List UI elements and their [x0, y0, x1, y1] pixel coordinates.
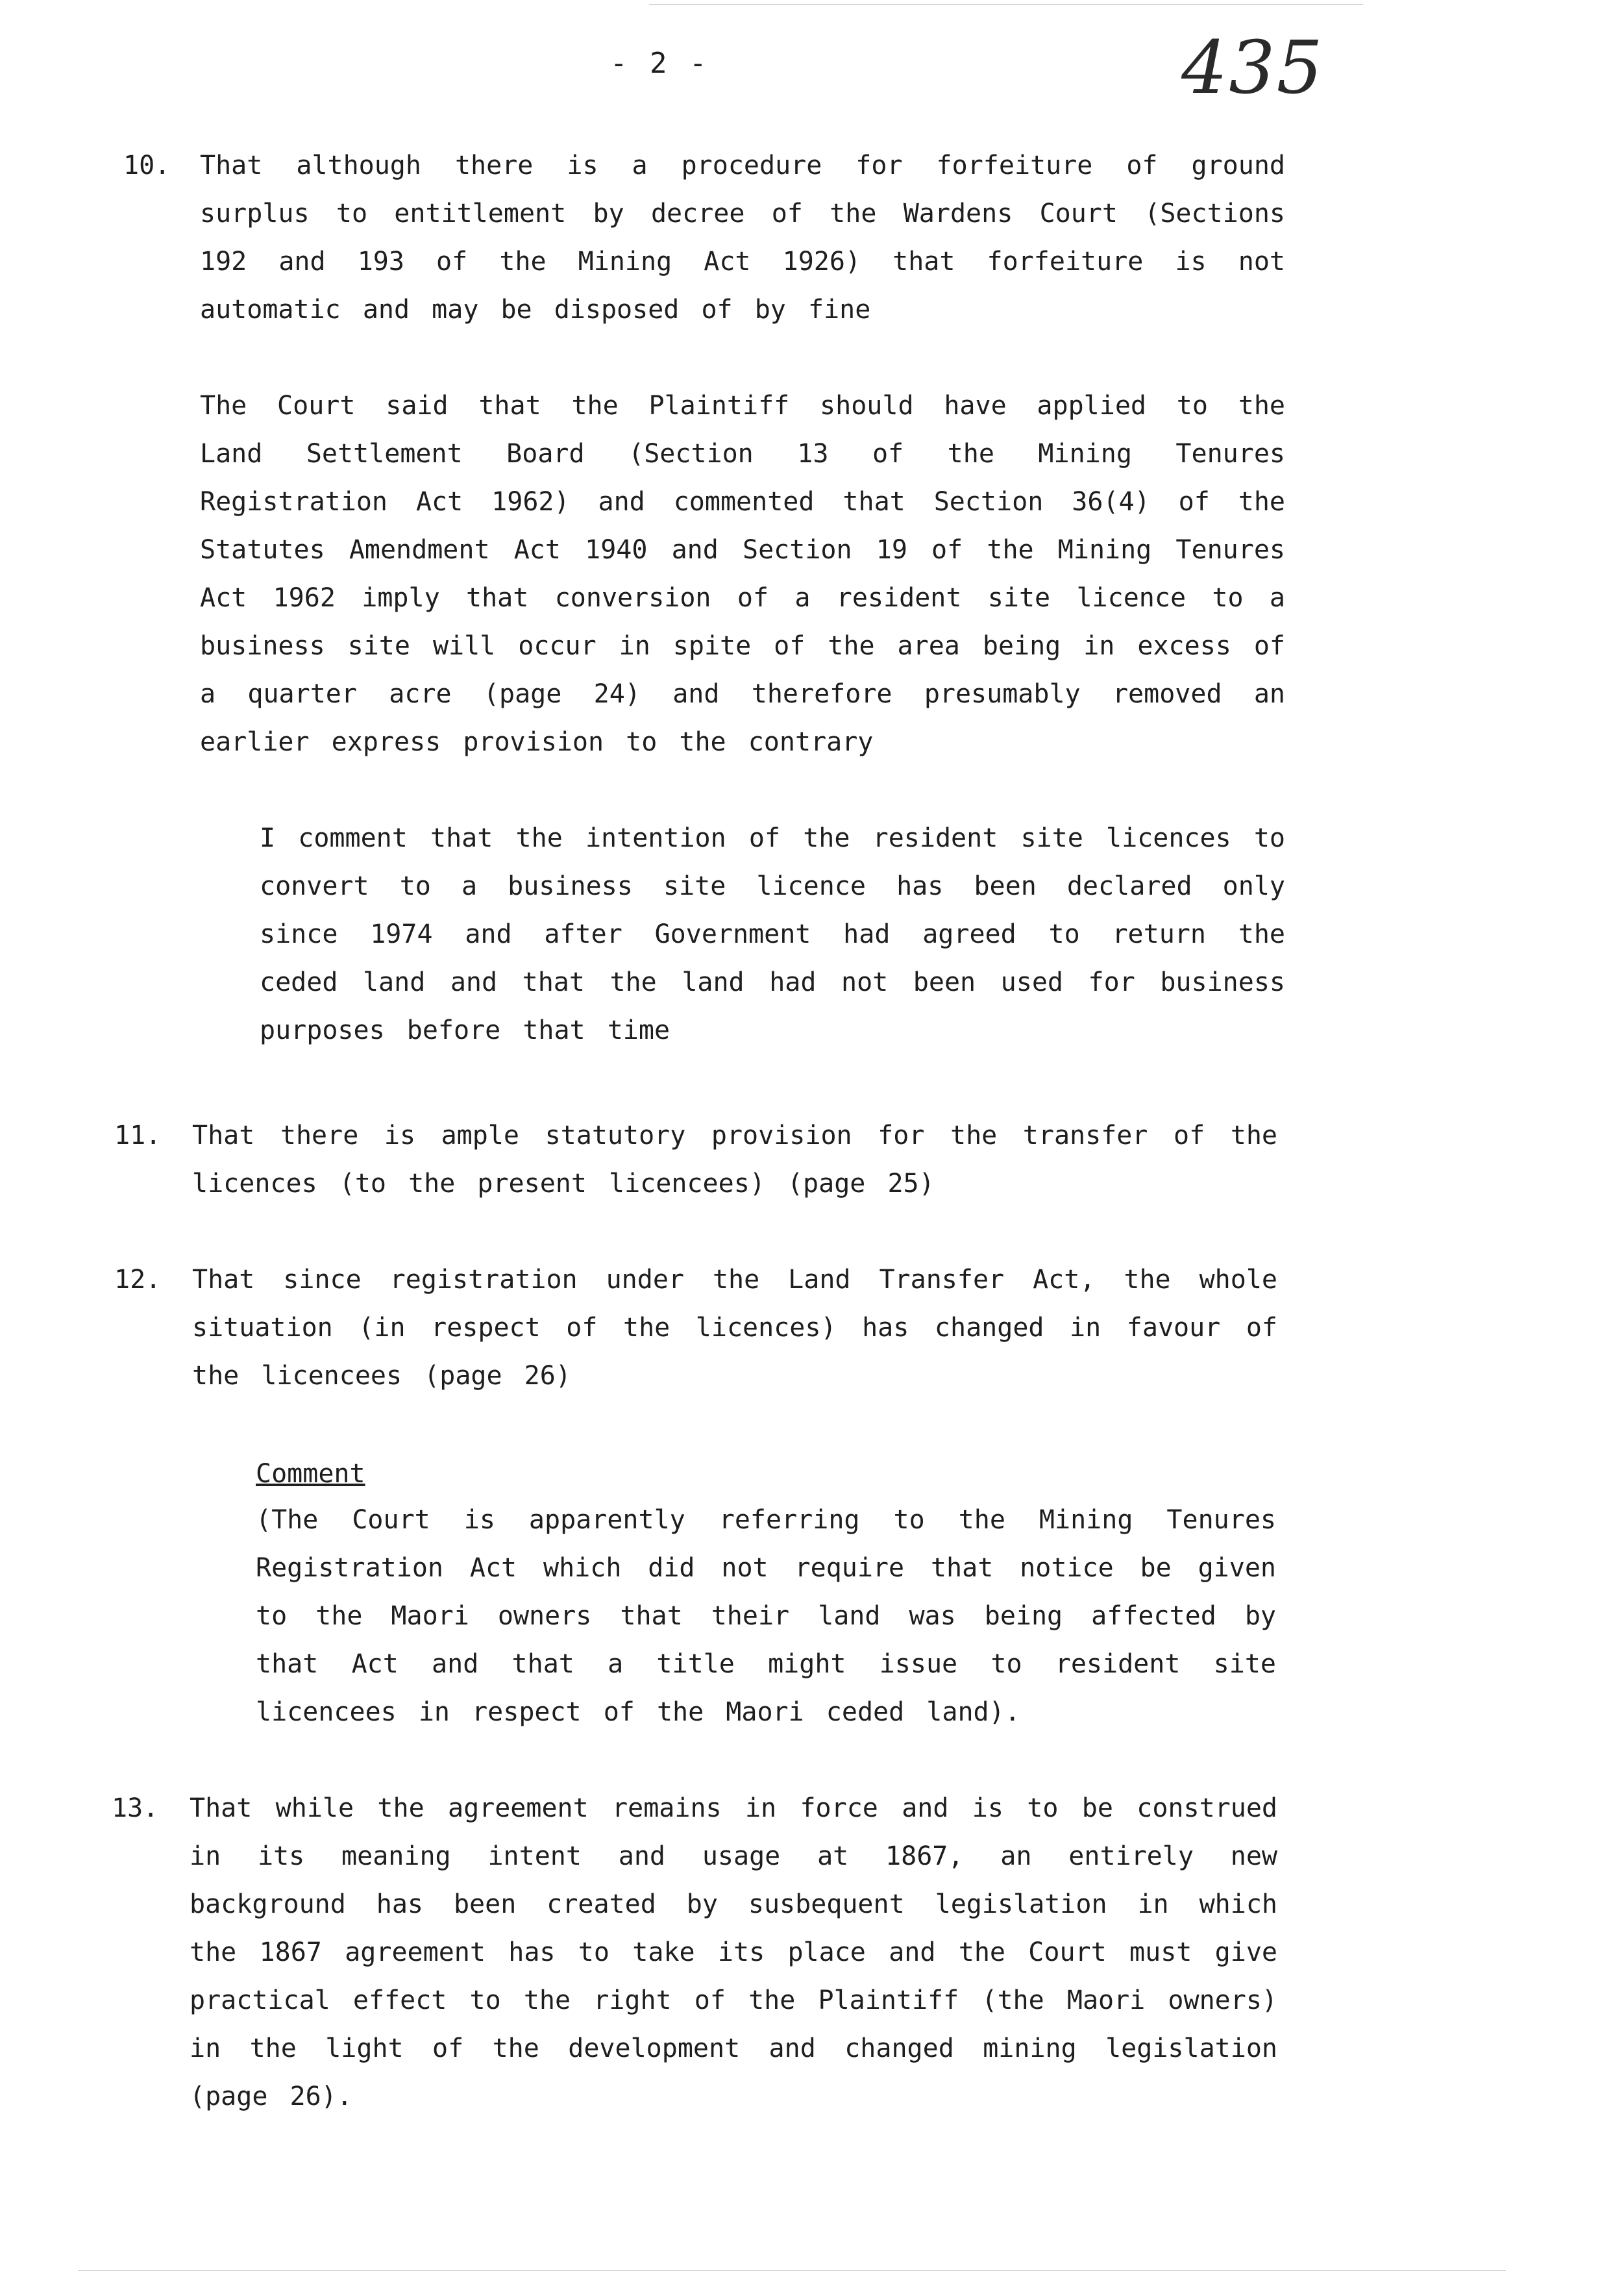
folio-number: 435 — [1181, 26, 1324, 110]
paragraph-10: That although there is a procedure for forfeiture of ground surplus to entitlement by decree of the Wardens Court (Sections 192 and 193 of the Mining Act 1926) that forfeiture is not automatic and may be disposed of by fine — [200, 151, 1285, 325]
comment-heading: Comment — [256, 1459, 365, 1489]
item-number-11: 11. — [114, 1121, 162, 1151]
scan-edge-bottom — [78, 2270, 1506, 2271]
paragraph-12: That since registration under the Land Transfer Act, the whole situation (in respect of the licences) has changed in favour of the licencees (page 26) — [192, 1265, 1277, 1391]
item-number-10: 10. — [123, 151, 171, 180]
item-number-13: 13. — [112, 1793, 159, 1823]
paragraph-court-said: The Court said that the Plaintiff should have applied to the Land Settlement Board (Section 13 of the Mining Tenures Registration Act 1962) and commented that Section 36(4) of the Statutes Amendment Act 1940 and Section 19 of the Mining Tenures Act 1962 imply that conversion of a resident site licence to a business site will occur in spite of the area being in excess of a quarter acre (page 24) and therefore presumably removed an earlier express provision to the contrary — [200, 391, 1285, 757]
paragraph-13: That while the agreement remains in force and is to be construed in its meaning intent and usage at 1867, an entirely new background has been created by susbequent legislation in which the 1867 agreement has to take its place and the Court must give practical effect to the right of the Plaintiff (the Maori owners) in the light of the development and changed mining legislation (page 26). — [190, 1793, 1277, 2111]
paragraph-i-comment: I comment that the intention of the resident site licences to convert to a business site licence has been declared only since 1974 and after Government had agreed to return the ceded land and that the land had not been used for business purposes before that time — [260, 823, 1285, 1045]
scan-edge-top — [649, 4, 1363, 5]
item-number-12: 12. — [114, 1265, 162, 1295]
page-number: - 2 - — [610, 47, 709, 80]
paragraph-11: That there is ample statutory provision for the transfer of the licences (to the present licencees) (page 25) — [192, 1121, 1277, 1199]
comment-paragraph: (The Court is apparently referring to the Mining Tenures Registration Act which did not require that notice be given to the Maori owners that their land was being affected by that Act and that a title might issue to resident site licencees in respect of the Maori ceded land). — [256, 1505, 1276, 1727]
